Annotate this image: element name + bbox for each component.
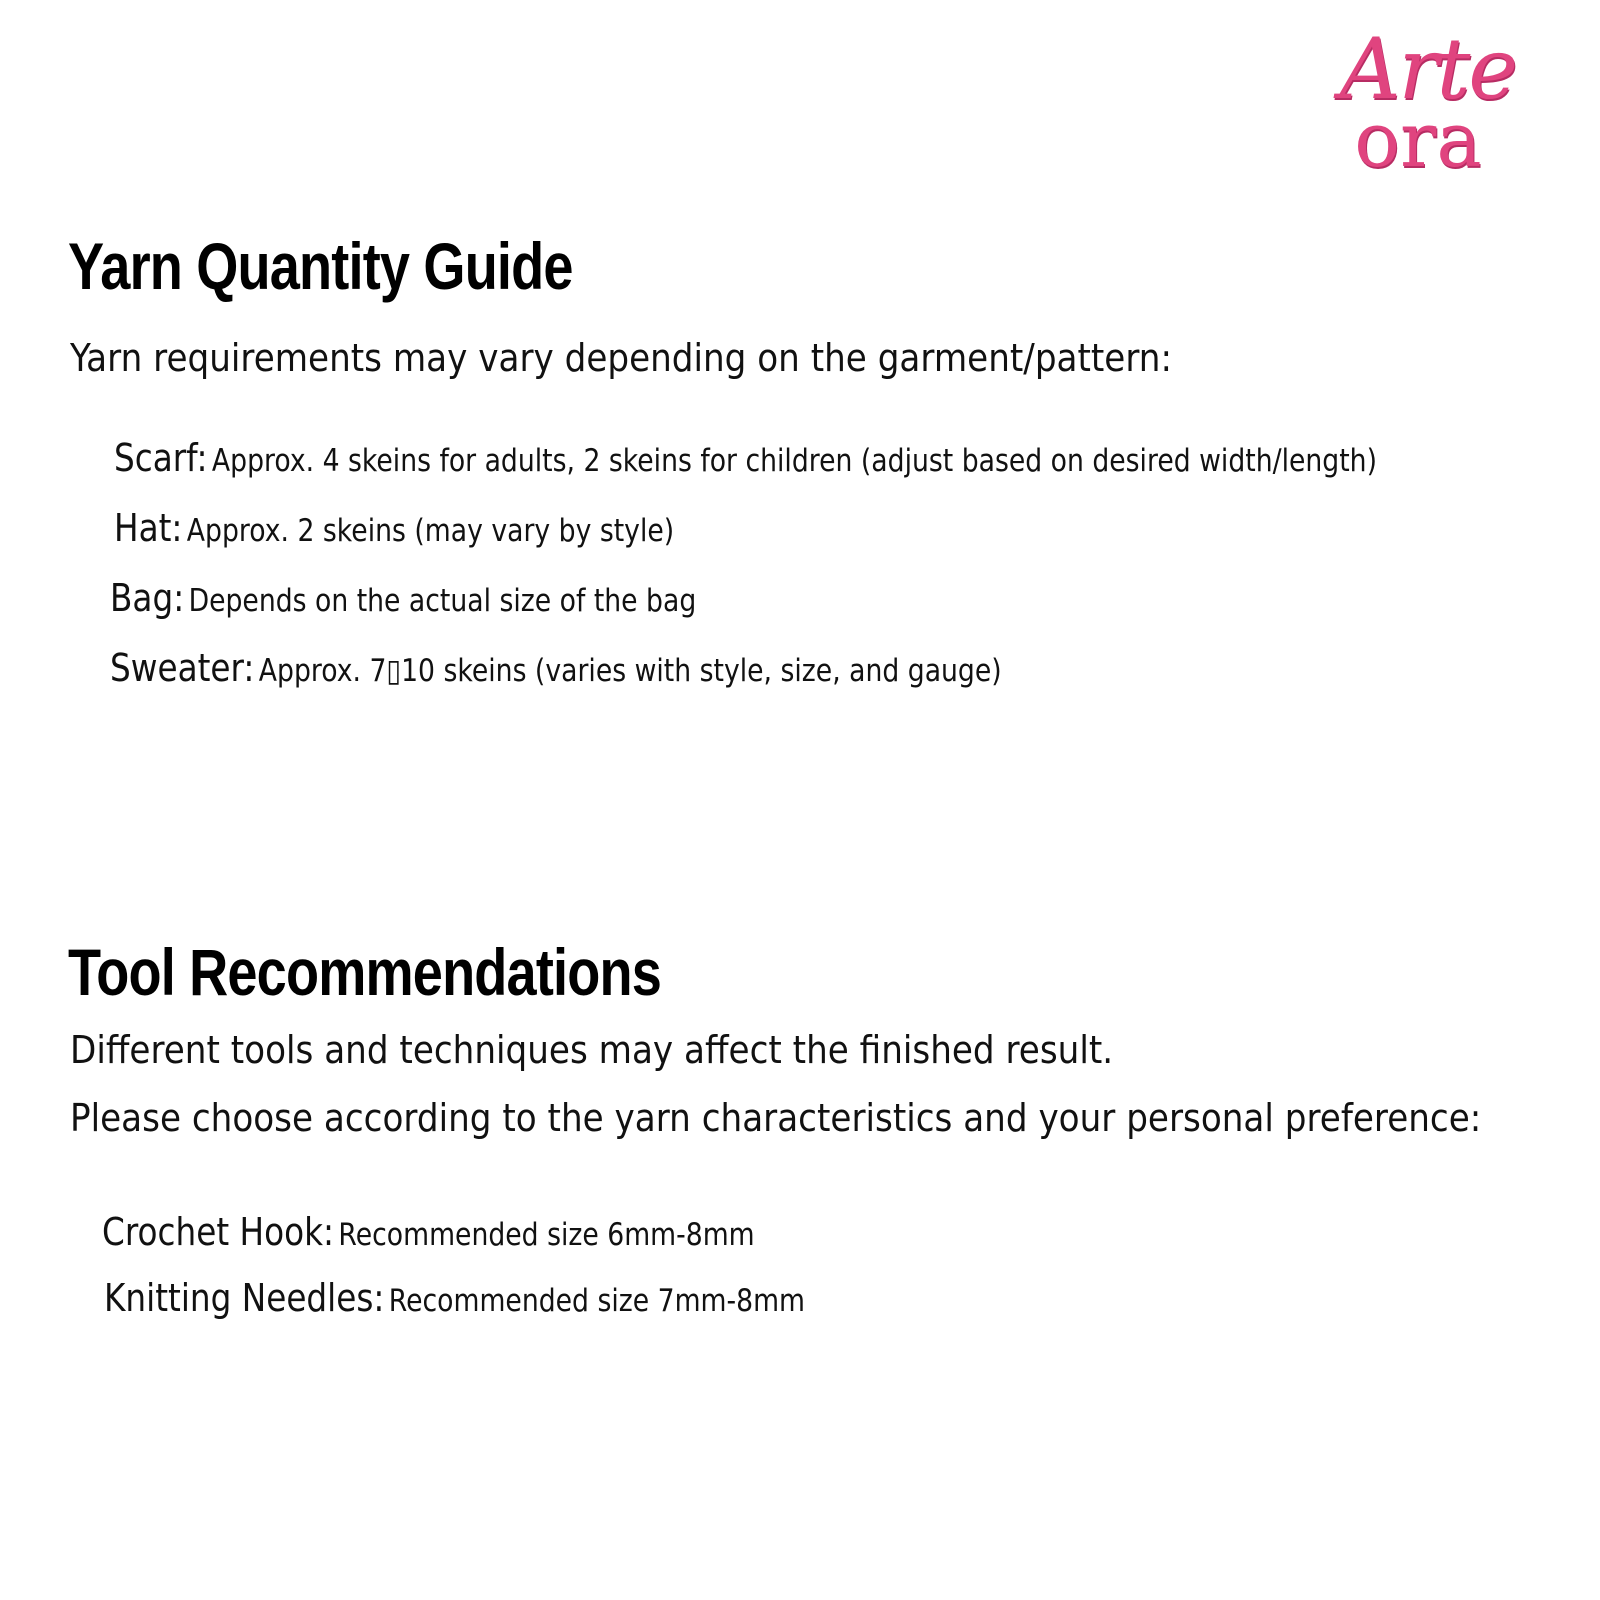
item-value: Recommended size 6mm-8mm xyxy=(338,1217,755,1253)
brand-logo xyxy=(1318,20,1538,184)
item-value: Approx. 2 skeins (may vary by style) xyxy=(186,513,675,549)
tool-intro-line-2: Please choose according to the yarn characteristics and your personal preference: xyxy=(70,1096,1482,1140)
tool-item-crochet-hook xyxy=(102,1210,755,1254)
item-value: Approx. 4 skeins for adults, 2 skeins for children (adjust based on desired width/length) xyxy=(211,443,1377,479)
yarn-item-hat xyxy=(114,506,674,550)
yarn-item-bag xyxy=(110,576,696,620)
yarn-item-scarf xyxy=(114,436,1377,480)
item-label: Crochet Hook: xyxy=(102,1210,335,1254)
yarn-guide-title: Yarn Quantity Guide xyxy=(68,229,573,303)
item-label: Scarf: xyxy=(114,436,208,480)
tool-recommendations-title: Tool Recommendations xyxy=(68,935,662,1009)
item-value: Approx. 7▯10 skeins (varies with style, size, and gauge) xyxy=(258,653,1002,689)
tool-intro-line-1: Different tools and techniques may affect the finished result. xyxy=(70,1028,1114,1072)
logo-line-2: ora xyxy=(1354,94,1482,184)
item-label: Bag: xyxy=(110,576,185,620)
yarn-guide-intro: Yarn requirements may vary depending on the garment/pattern: xyxy=(70,336,1173,380)
tool-item-knitting-needles xyxy=(104,1276,805,1320)
item-label: Hat: xyxy=(114,506,183,550)
item-label: Knitting Needles: xyxy=(104,1276,385,1320)
logo-line-1: Arte xyxy=(1339,20,1517,118)
item-value: Depends on the actual size of the bag xyxy=(188,583,697,619)
yarn-item-sweater xyxy=(110,646,1002,690)
item-value: Recommended size 7mm-8mm xyxy=(388,1283,806,1319)
item-label: Sweater: xyxy=(110,646,255,690)
